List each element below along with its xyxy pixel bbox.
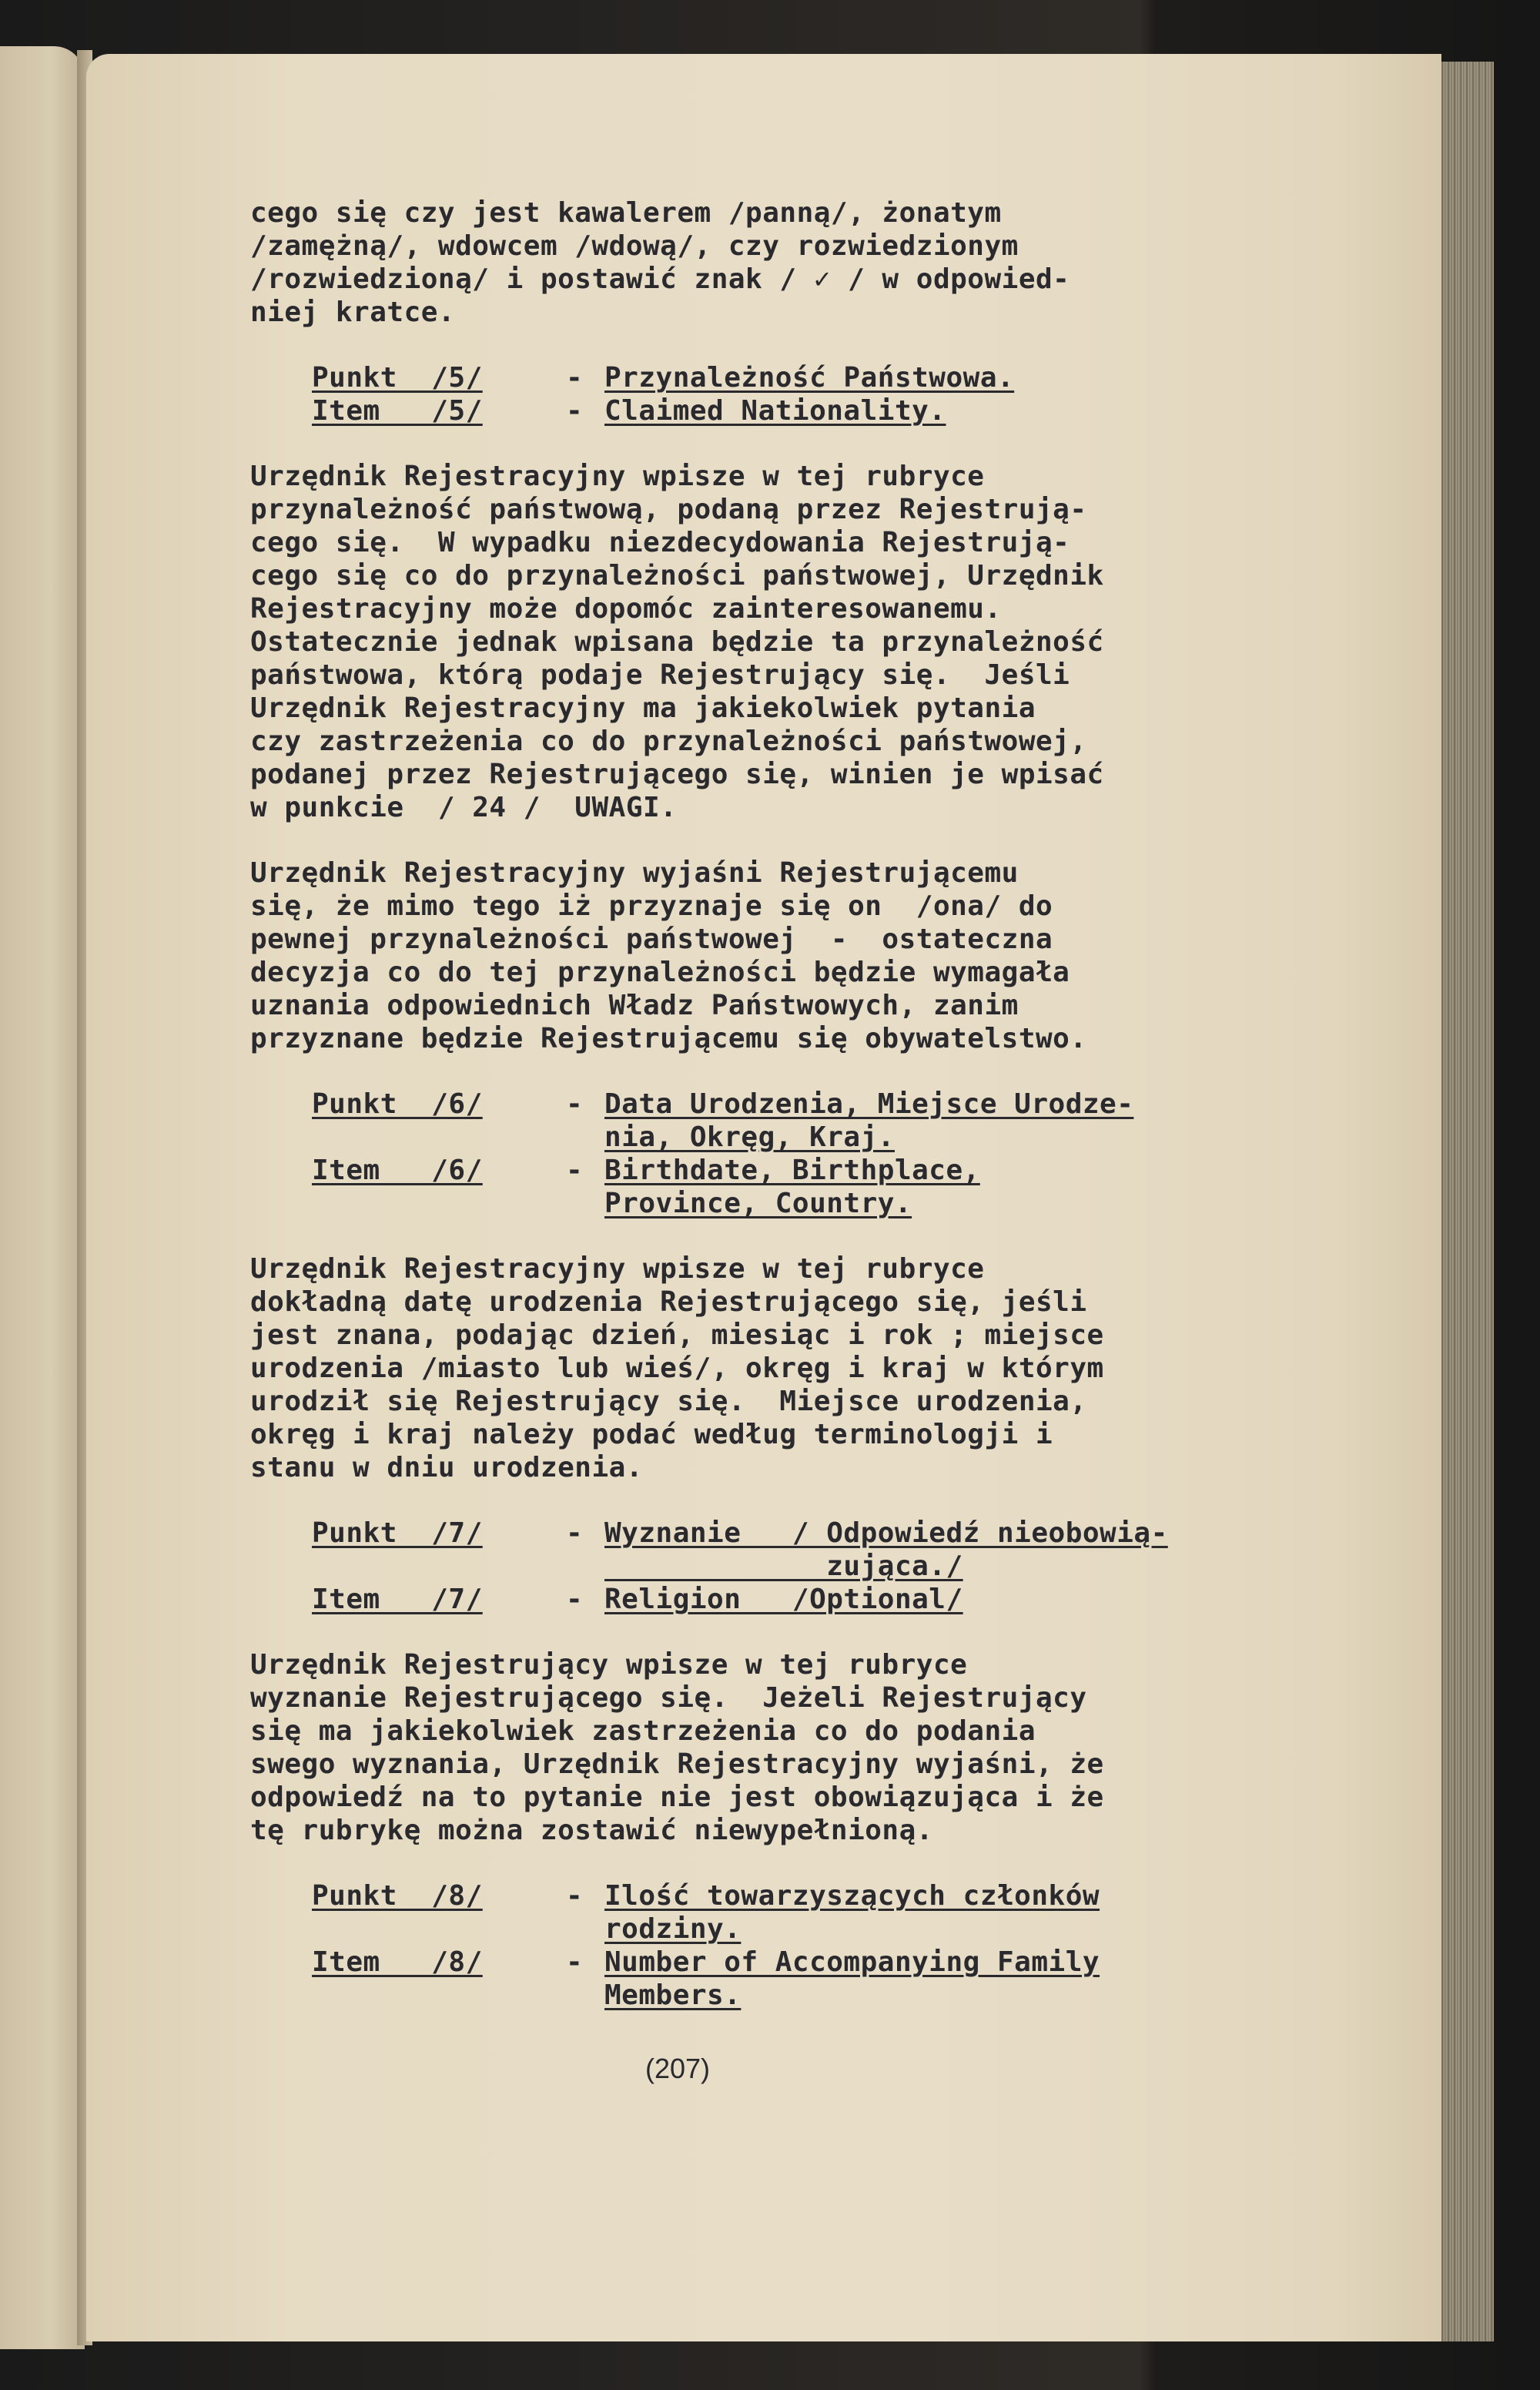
paragraph [250, 856, 1274, 1055]
text-line: się ma jakiekolwiek zastrzeżenia co do podania [250, 1715, 1036, 1747]
text-line: jest znana, podając dzień, miesiąc i rok ; miejsce [250, 1319, 1104, 1351]
item-title: Birthdate, Birthplace, [604, 1155, 980, 1186]
page-number: (207) [644, 2053, 711, 2084]
item-dash: - [566, 395, 584, 427]
facing-page-edge [0, 46, 85, 2349]
text-line: /zamężną/, wdowcem /wdową/, czy rozwiedzionym [250, 230, 1019, 262]
item-label: Punkt /5/ [312, 362, 483, 394]
item-dash: - [566, 1155, 584, 1186]
text-line: /rozwiedzioną/ i postawić znak / ✓ / w odpowied- [250, 263, 1070, 295]
text-line: państwowa, którą podaje Rejestrujący się. Jeśli [250, 659, 1070, 691]
text-line: niej kratce. [250, 297, 456, 328]
paragraph [250, 1648, 1274, 1847]
text-line: Urzędnik Rejestracyjny wpisze w tej rubryce [250, 461, 985, 492]
item-dash [566, 1121, 604, 1154]
item-heading [312, 1879, 1274, 2012]
item-title: Members. [604, 1979, 742, 2011]
item-title: nia, Okręg, Kraj. [604, 1121, 895, 1153]
item-dash: - [566, 1517, 584, 1549]
item-label [312, 1550, 566, 1583]
text-line: decyzja co do tej przynależności będzie wymagała [250, 957, 1070, 988]
text-line: Rejestracyjny może dopomóc zainteresowanemu. [250, 593, 1002, 625]
item-title: Religion /Optional/ [604, 1584, 963, 1615]
item-label: Punkt /8/ [312, 1880, 483, 1912]
item-title: Province, Country. [604, 1188, 912, 1219]
item-title: Number of Accompanying Family [604, 1946, 1100, 1978]
text-line: cego się czy jest kawalerem /panną/, żonatym [250, 197, 1002, 229]
text-line: się, że mimo tego iż przyznaje się on /ona/ do [250, 890, 1053, 922]
item-title: Przynależność Państwowa. [604, 362, 1015, 394]
item-heading [312, 361, 1274, 427]
text-line: pewnej przynależności państwowej - ostateczna [250, 923, 1053, 955]
text-line: Ostatecznie jednak wpisana będzie ta przynależność [250, 626, 1104, 658]
item-dash: - [566, 1946, 584, 1978]
page-text [250, 196, 1274, 2044]
text-line: Urzędnik Rejestracyjny wyjaśni Rejestrującemu [250, 857, 1019, 889]
paragraph [250, 196, 1274, 329]
item-label [312, 1912, 566, 1946]
text-line: uznania odpowiednich Władz Państwowych, zanim [250, 990, 1019, 1021]
text-line: przynależność państwową, podaną przez Rejestrują- [250, 494, 1087, 525]
paragraph [250, 1252, 1274, 1484]
item-heading [312, 1088, 1274, 1220]
text-line: cego się co do przynależności państwowej, Urzędnik [250, 560, 1104, 592]
item-title: Ilość towarzyszących członków [604, 1880, 1100, 1912]
item-dash: - [566, 1584, 584, 1615]
item-dash: - [566, 1880, 584, 1912]
text-line: swego wyznania, Urzędnik Rejestracyjny wyjaśni, że [250, 1748, 1104, 1780]
text-line: odpowiedź na to pytanie nie jest obowiązująca i że [250, 1782, 1104, 1813]
text-line: wyznanie Rejestrującego się. Jeżeli Rejestrujący [250, 1682, 1087, 1714]
item-label: Item /5/ [312, 395, 483, 427]
text-line: w punkcie / 24 / UWAGI. [250, 792, 678, 823]
text-line: Urzędnik Rejestrujący wpisze w tej rubryce [250, 1649, 968, 1681]
item-label: Punkt /6/ [312, 1088, 483, 1120]
text-line: stanu w dniu urodzenia. [250, 1452, 643, 1483]
text-line: urodził się Rejestrujący się. Miejsce urodzenia, [250, 1386, 1087, 1417]
text-line: tę rubrykę można zostawić niewypełnioną. [250, 1815, 933, 1846]
item-dash [566, 1979, 604, 2012]
item-label: Item /7/ [312, 1584, 483, 1615]
item-label [312, 1121, 566, 1154]
item-label [312, 1187, 566, 1220]
item-dash [566, 1187, 604, 1220]
text-line: okręg i kraj należy podać według terminologji i [250, 1419, 1053, 1450]
item-title: Wyznanie / Odpowiedź nieobowią- [604, 1517, 1168, 1549]
item-label [312, 1979, 566, 2012]
text-line: przyznane będzie Rejestrującemu się obywatelstwo. [250, 1023, 1087, 1054]
item-title: rodziny. [604, 1913, 742, 1945]
item-title: zująca./ [604, 1550, 963, 1582]
item-dash: - [566, 1088, 584, 1120]
item-title: Claimed Nationality. [604, 395, 946, 427]
item-title: Data Urodzenia, Miejsce Urodze- [604, 1088, 1134, 1120]
item-label: Punkt /7/ [312, 1517, 483, 1549]
text-line: urodzenia /miasto lub wieś/, okręg i kraj w którym [250, 1353, 1104, 1384]
item-dash: - [566, 362, 584, 394]
item-dash [566, 1550, 604, 1583]
text-line: cego się. W wypadku niezdecydowania Rejestrują- [250, 527, 1070, 558]
page-stack-edge [1432, 62, 1494, 2341]
item-dash [566, 1912, 604, 1946]
item-label: Item /6/ [312, 1155, 483, 1186]
text-line: czy zastrzeżenia co do przynależności państwowej, [250, 726, 1087, 757]
text-line: dokładną datę urodzenia Rejestrującego się, jeśli [250, 1286, 1087, 1318]
paragraph [250, 460, 1274, 824]
text-line: Urzędnik Rejestracyjny ma jakiekolwiek pytania [250, 692, 1036, 724]
text-line: podanej przez Rejestrującego się, winien je wpisać [250, 759, 1104, 790]
item-label: Item /8/ [312, 1946, 483, 1978]
text-line: Urzędnik Rejestracyjny wpisze w tej rubryce [250, 1253, 985, 1285]
item-heading [312, 1517, 1274, 1616]
